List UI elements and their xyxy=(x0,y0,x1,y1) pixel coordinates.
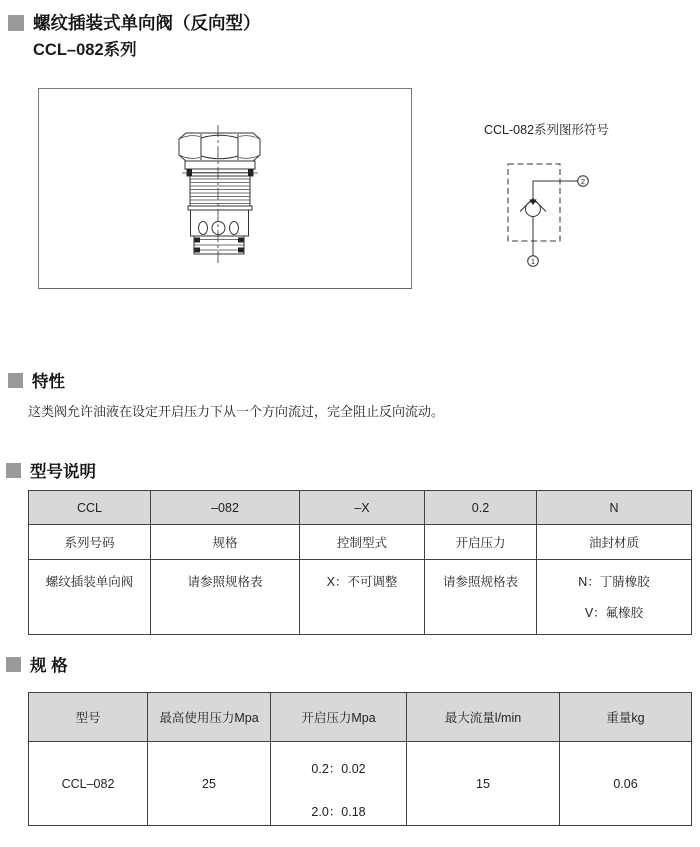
spec-data-row xyxy=(29,742,692,826)
hydraulic-symbol xyxy=(488,148,603,278)
valve-technical-drawing xyxy=(39,89,411,288)
page-title-row xyxy=(8,10,261,35)
label-cell: 控制型式 xyxy=(300,525,425,560)
side-hole-left xyxy=(199,222,208,235)
side-hole-right xyxy=(230,222,239,235)
model-heading-row xyxy=(6,458,96,482)
center-hole xyxy=(212,222,225,235)
model-code-table xyxy=(28,490,692,635)
nose-section xyxy=(194,236,244,254)
section-bullet-icon xyxy=(8,15,24,31)
section-bullet-icon xyxy=(6,463,21,478)
model-desc-row xyxy=(29,560,692,635)
symbol-caption: CCL-082系列图形符号 xyxy=(484,123,610,137)
check-valve-symbol xyxy=(520,199,546,217)
column-header: 开启压力Mpa xyxy=(271,693,407,742)
max-pressure-cell: 25 xyxy=(148,742,271,826)
section-bullet-icon xyxy=(8,373,23,388)
page-title: 螺纹插装式单向阀（反向型） xyxy=(33,13,261,33)
section-bullet-icon xyxy=(6,657,21,672)
opening-pressure-cell xyxy=(271,742,407,826)
spec-table xyxy=(28,692,692,826)
seal-material-cell xyxy=(537,560,692,635)
max-flow-cell: 15 xyxy=(407,742,560,826)
features-heading-row xyxy=(8,368,65,392)
port-1-label: 1 xyxy=(530,256,536,266)
collar xyxy=(182,161,258,173)
code-cell: N xyxy=(537,491,692,525)
port-2-line xyxy=(533,181,578,199)
label-cell: 系列号码 xyxy=(29,525,151,560)
spec-heading-row xyxy=(6,652,68,676)
label-cell: 开启压力 xyxy=(425,525,537,560)
column-header: 最高使用压力Mpa xyxy=(148,693,271,742)
desc-cell: 请参照规格表 xyxy=(425,560,537,635)
hex-nut xyxy=(179,133,260,161)
thread-section xyxy=(188,176,252,210)
opening-pressure-value: 2.0：0.18 xyxy=(311,805,366,819)
desc-cell: 螺纹插装单向阀 xyxy=(29,560,151,635)
model-cell: CCL–082 xyxy=(29,742,148,826)
label-cell: 油封材质 xyxy=(537,525,692,560)
valve-drawing-box xyxy=(38,88,412,289)
o-ring-groove xyxy=(187,169,253,176)
code-cell: CCL xyxy=(29,491,151,525)
code-cell: 0.2 xyxy=(425,491,537,525)
port-2-label: 2 xyxy=(580,176,586,186)
seal-option: N：丁腈橡胶 xyxy=(578,575,650,589)
code-cell: –082 xyxy=(151,491,300,525)
label-cell: 规格 xyxy=(151,525,300,560)
opening-pressure-value: 0.2：0.02 xyxy=(311,762,366,776)
column-header: 最大流量l/min xyxy=(407,693,560,742)
column-header: 型号 xyxy=(29,693,148,742)
model-label-row xyxy=(29,525,692,560)
seal-option: V：氟橡胶 xyxy=(584,606,644,620)
spec-heading: 规 格 xyxy=(30,657,68,675)
code-cell: –X xyxy=(300,491,425,525)
column-header: 重量kg xyxy=(560,693,692,742)
desc-cell: X：不可调整 xyxy=(300,560,425,635)
spec-header-row xyxy=(29,693,692,742)
model-heading: 型号说明 xyxy=(30,463,96,481)
valve-body xyxy=(191,210,249,236)
desc-cell: 请参照规格表 xyxy=(151,560,300,635)
model-code-row xyxy=(29,491,692,525)
series-subtitle: CCL–082系列 xyxy=(33,41,137,59)
features-heading: 特性 xyxy=(32,373,65,391)
weight-cell: 0.06 xyxy=(560,742,692,826)
features-text: 这类阀允许油液在设定开启压力下从一个方向流过，完全阻止反向流动。 xyxy=(28,404,445,419)
